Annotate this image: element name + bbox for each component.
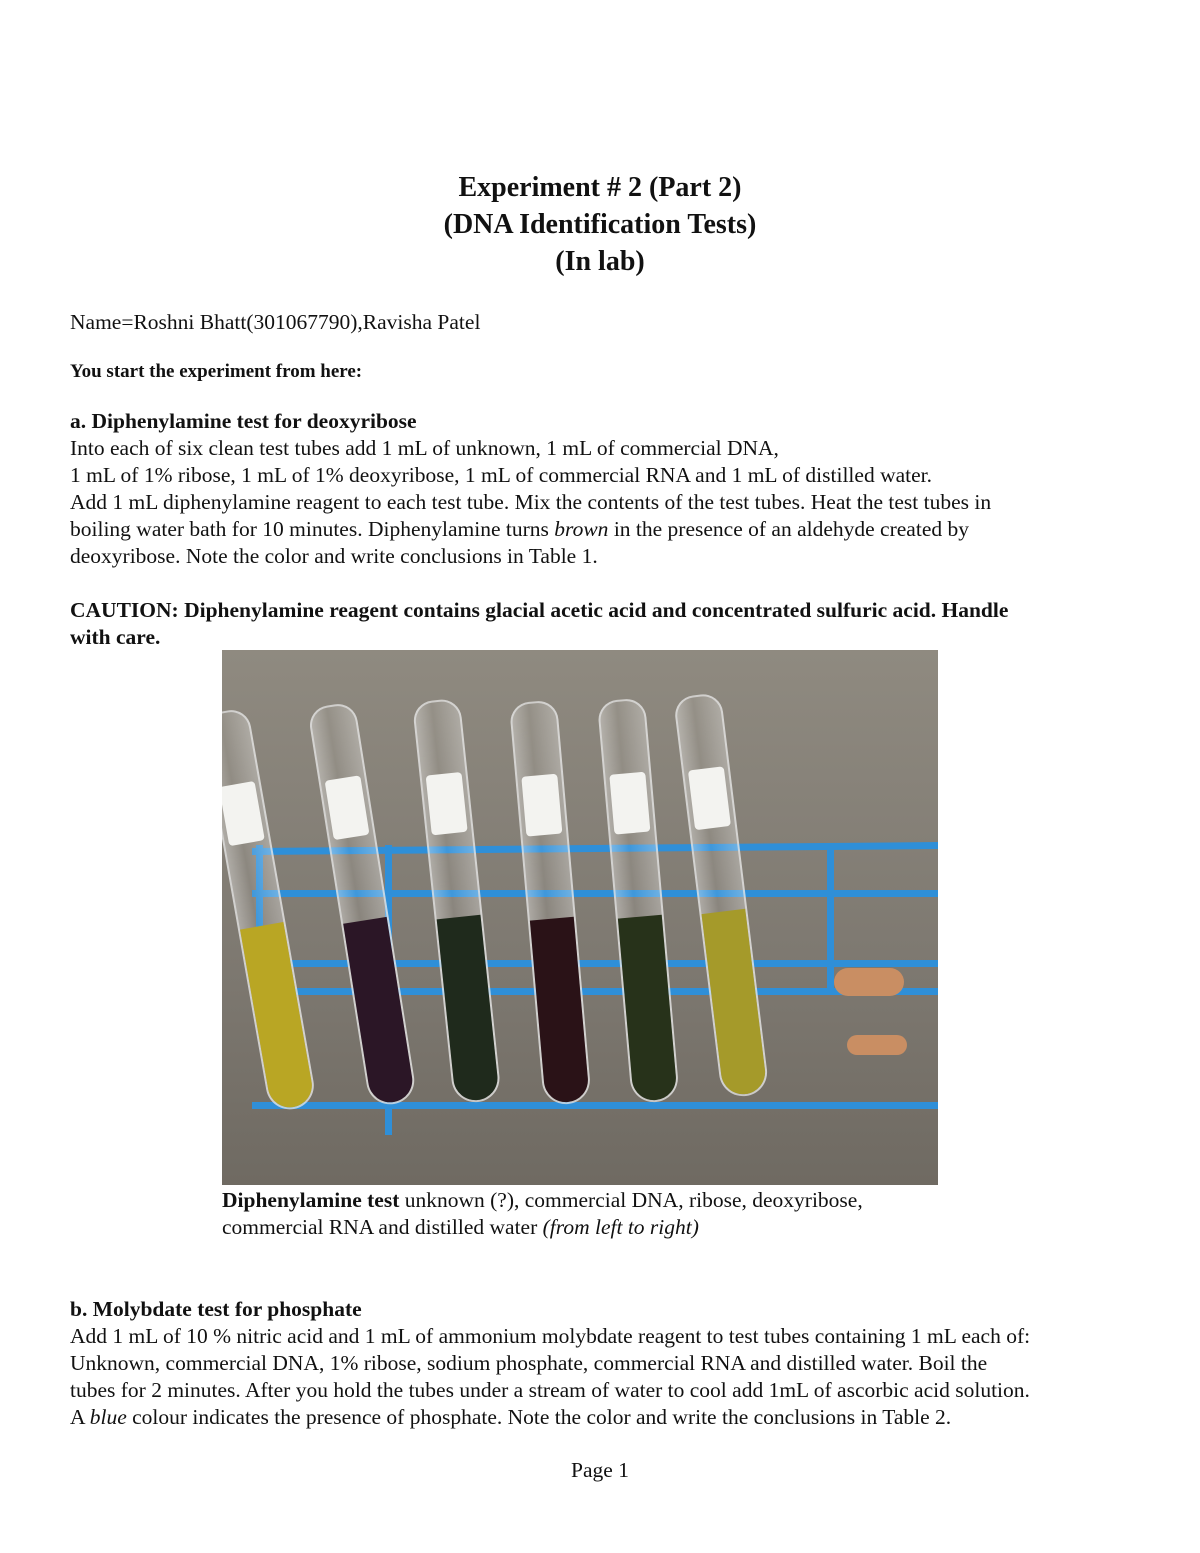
tube-commercial-dna	[307, 701, 418, 1108]
tube-liquid	[437, 915, 500, 1103]
title-line-3: (In lab)	[555, 246, 645, 277]
emphasis-blue: blue	[89, 1405, 127, 1429]
test-tubes-photo	[222, 650, 938, 1185]
section-a-line: Add 1 mL diphenylamine reagent to each test tube. Mix the contents of the test tubes. Heat the test tubes in	[70, 490, 992, 514]
rack-rail	[252, 1102, 938, 1109]
section-b-line: Unknown, commercial DNA, 1% ribose, sodium phosphate, commercial RNA and distilled water. Boil the	[70, 1351, 988, 1375]
text: in the presence of an aldehyde created by	[608, 517, 969, 541]
tube-deoxyribose	[509, 699, 592, 1106]
rack-post	[827, 845, 834, 995]
section-a-line	[70, 516, 969, 543]
section-a-line: Into each of six clean test tubes add 1 mL of unknown, 1 mL of commercial DNA,	[70, 436, 779, 460]
tube-unknown	[222, 707, 318, 1113]
text: A	[70, 1405, 90, 1429]
tube-label	[609, 772, 650, 835]
section-a-line: 1 mL of 1% ribose, 1 mL of 1% deoxyribose, 1 mL of commercial RNA and 1 mL of distilled water.	[70, 463, 933, 487]
hand	[834, 968, 904, 996]
caution-line-2: with care.	[70, 625, 161, 649]
section-b-line	[70, 1404, 951, 1431]
text: unknown (?), commercial DNA, ribose, deoxyribose,	[399, 1188, 863, 1212]
photo-caption-line-1	[222, 1187, 863, 1214]
page-number: Page 1	[571, 1458, 629, 1482]
tube-liquid	[530, 917, 590, 1104]
text: commercial RNA and distilled water	[222, 1215, 543, 1239]
tube-commercial-rna	[597, 697, 680, 1104]
tube-label	[521, 774, 562, 837]
title-line-2: (DNA Identification Tests)	[443, 209, 757, 240]
text: colour indicates the presence of phosphate. Note the color and write the conclusions in Table 2.	[126, 1405, 952, 1429]
caption-bold: Diphenylamine test	[222, 1188, 400, 1212]
title-line-1: Experiment # 2 (Part 2)	[458, 172, 742, 203]
caution-line-1: CAUTION: Diphenylamine reagent contains glacial acetic acid and concentrated sulfuric acid. Handle	[70, 598, 1009, 622]
tube-liquid	[343, 917, 415, 1106]
section-b-heading: b. Molybdate test for phosphate	[70, 1297, 362, 1321]
caption-italic: (from left to right)	[542, 1215, 699, 1239]
section-a-line: deoxyribose. Note the color and write conclusions in Table 1.	[70, 544, 598, 568]
text: boiling water bath for 10 minutes. Diphenylamine turns	[70, 517, 555, 541]
emphasis-brown: brown	[554, 517, 609, 541]
section-b-line: tubes for 2 minutes. After you hold the tubes under a stream of water to cool add 1mL of ascorbic acid solution.	[70, 1378, 1030, 1402]
tube-label	[688, 766, 731, 830]
name-line: Name=Roshni Bhatt(301067790),Ravisha Patel	[70, 310, 481, 334]
tube-liquid	[618, 915, 678, 1102]
section-b-line: Add 1 mL of 10 % nitric acid and 1 mL of ammonium molybdate reagent to test tubes containing 1 mL each of:	[70, 1324, 1031, 1348]
photo-caption-line-2	[222, 1214, 699, 1241]
hand	[847, 1035, 907, 1055]
tube-label	[222, 781, 265, 846]
tube-liquid	[240, 922, 315, 1111]
section-a-heading: a. Diphenylamine test for deoxyribose	[70, 409, 417, 433]
tube-label	[426, 772, 468, 835]
tube-label	[325, 775, 370, 840]
start-note: You start the experiment from here:	[70, 361, 363, 382]
tube-ribose	[412, 698, 502, 1105]
tube-liquid	[701, 909, 767, 1097]
